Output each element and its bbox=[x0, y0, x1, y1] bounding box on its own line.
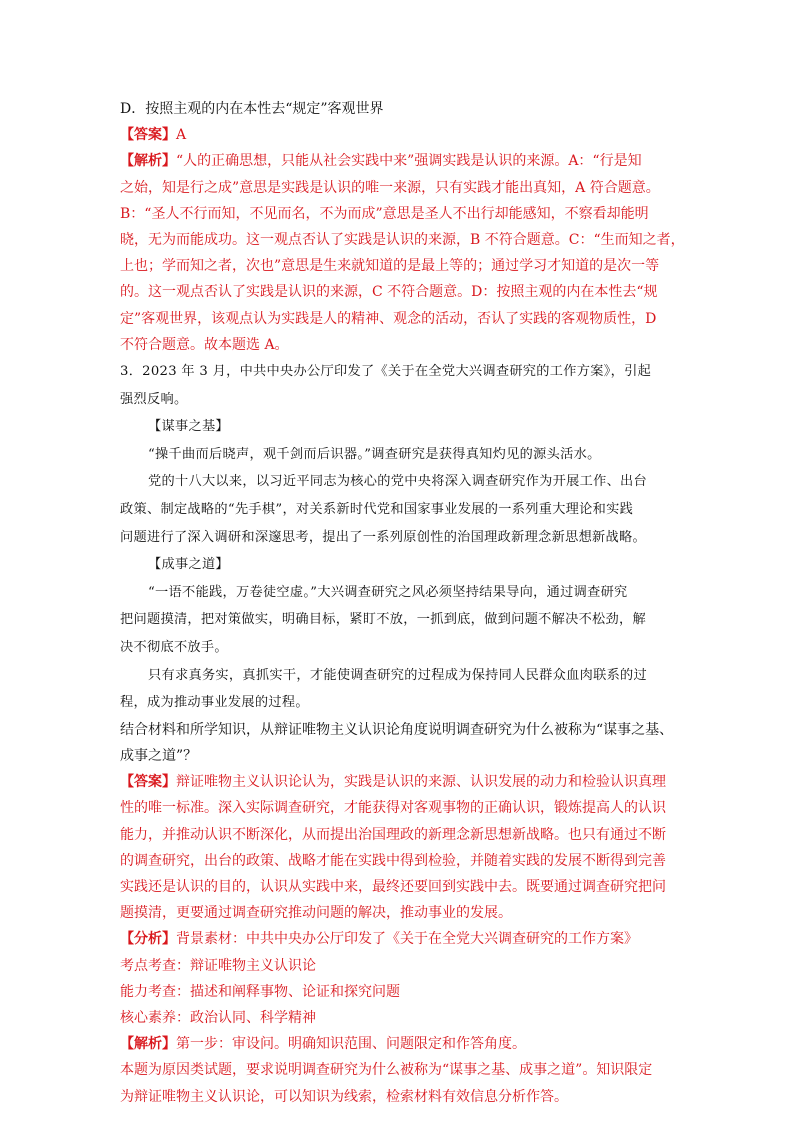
stem-line: 3．2023 年 3 月，中共中央办公厅印发了《关于在全党大兴调查研究的工作方案》，引起 bbox=[120, 364, 652, 380]
analysis-line: 的。这一观点否认了实践是认识的来源，C 不符合题意。D：按照主观的内在本性去“规 bbox=[120, 284, 658, 301]
analysis-box-tag: 【分析】 bbox=[120, 931, 176, 948]
analysis-line: B：“圣人不行而知，不见而名，不为而成”意思是圣人不出行却能感知，不察看却能明 bbox=[120, 205, 649, 222]
analysis-line: “人的正确思想，只能从社会实践中来”强调实践是认识的来源。A：“行是知 bbox=[176, 153, 642, 170]
q3-answer bbox=[120, 769, 695, 926]
document-content bbox=[120, 96, 695, 1110]
question-line: 结合材料和所学知识，从辩证唯物主义认识论角度说明调查研究为什么被称为“谋事之基、 bbox=[120, 721, 674, 738]
material-heading: 【谋事之基】 bbox=[148, 419, 229, 435]
core-literacy: 核心素养：政治认同、科学精神 bbox=[120, 1009, 316, 1026]
analysis-tag: 【解析】 bbox=[120, 1036, 176, 1053]
q2-answer bbox=[120, 122, 695, 148]
material-line: 政策、制定战略的“先手棋”，对关系新时代党和国家事业发展的一系列重大理论和实践 bbox=[120, 502, 634, 517]
material-line: 党的十八大以来，以习近平同志为核心的党中央将深入调查研究作为开展工作、出台 bbox=[148, 474, 648, 490]
answer-line: 题摸清，更要通过调查研究推动问题的解决，推动事业的发展。 bbox=[120, 905, 512, 922]
q3-material bbox=[120, 413, 695, 717]
q3-question bbox=[120, 717, 695, 769]
material-heading: 【成事之道】 bbox=[148, 557, 229, 573]
material-line: 把问题摸清，把对策做实，明确目标，紧盯不放，一抓到底，做到问题不解决不松劲，解 bbox=[120, 612, 647, 628]
answer-line: 性的唯一标准。深入实际调查研究，才能获得对客观事物的正确认识，锻炼提高人的认识 bbox=[120, 800, 666, 817]
answer-line: 能力，并推动认识不断深化，从而提出治国理政的新理念新思想新战略。也只有通过不断 bbox=[120, 826, 666, 843]
answer-line: 实践还是认识的目的，认识从实践中来，最终还要回到实践中去。既要通过调查研究把问 bbox=[120, 878, 666, 895]
material-line: 问题进行了深入调研和深邃思考，提出了一系列原创性的治国理政新理念新思想新战略。 bbox=[120, 529, 647, 545]
step-one: 第一步：审设问。明确知识范围、问题限定和作答角度。 bbox=[176, 1036, 526, 1053]
q3-stem bbox=[120, 358, 695, 413]
material-line: 决不彻底不放手。 bbox=[120, 639, 228, 655]
material-line: 只有求真务实，真抓实干，才能使调查研究的过程成为保持同人民群众血肉联系的过 bbox=[148, 667, 648, 683]
q2-analysis bbox=[120, 148, 695, 358]
step-line: 为辩证唯物主义认识论，可以知识为线索，检索材料有效信息分析作答。 bbox=[120, 1088, 568, 1105]
ability-check: 能力考查：描述和阐释事物、论证和探究问题 bbox=[120, 983, 400, 1000]
material-line: 程，成为推动事业发展的过程。 bbox=[120, 695, 309, 711]
material-paragraph: “操千曲而后晓声，观千剑而后识器。”调查研究是获得真知灼见的源头活水。 bbox=[148, 446, 601, 462]
analysis-line: 之始，知是行之成”意思是实践是认识的唯一来源，只有实践才能出真知，A 符合题意。 bbox=[120, 179, 660, 196]
stem-line: 强烈反响。 bbox=[120, 391, 188, 407]
background-material: 背景素材：中共中央办公厅印发了《关于在全党大兴调查研究的工作方案》 bbox=[176, 931, 638, 948]
analysis-line: 晓，无为而能成功。这一观点否认了实践是认识的来源，B 不符合题意。C：“生而知之者， bbox=[120, 232, 685, 249]
analysis-line: 定”客观世界，该观点认为实践是人的精神、观念的活动，否认了实践的客观物质性，D bbox=[120, 310, 657, 327]
step-line: 本题为原因类试题，要求说明调查研究为什么被称为“谋事之基、成事之道”。知识限定 bbox=[120, 1062, 653, 1079]
answer-tag: 【答案】 bbox=[120, 774, 176, 791]
analysis-tag: 【解析】 bbox=[120, 153, 176, 170]
answer-tag: 【答案】 bbox=[120, 127, 176, 144]
option-d: D．按照主观的内在本性去“规定”客观世界 bbox=[120, 101, 384, 117]
answer-line: 辩证唯物主义认识论认为，实践是认识的来源、认识发展的动力和检验认识真理 bbox=[176, 774, 666, 791]
answer-value: A bbox=[176, 127, 187, 144]
question-line: 成事之道”？ bbox=[120, 747, 198, 764]
exam-point: 考点考查：辩证唯物主义认识论 bbox=[120, 957, 316, 974]
analysis-line: 上也；学而知之者，次也”意思是生来就知道的是最上等的；通过学习才知道的是次一等 bbox=[120, 258, 660, 275]
answer-line: 的调查研究，出台的政策、战略才能在实践中得到检验，并随着实践的发展不断得到完善 bbox=[120, 852, 666, 869]
q3-analysis-box bbox=[120, 926, 695, 1109]
material-line: “一语不能践，万卷徒空虚。”大兴调查研究之风必须坚持结果导向，通过调查研究 bbox=[148, 584, 628, 600]
analysis-line: 不符合题意。故本题选 A。 bbox=[120, 336, 289, 353]
